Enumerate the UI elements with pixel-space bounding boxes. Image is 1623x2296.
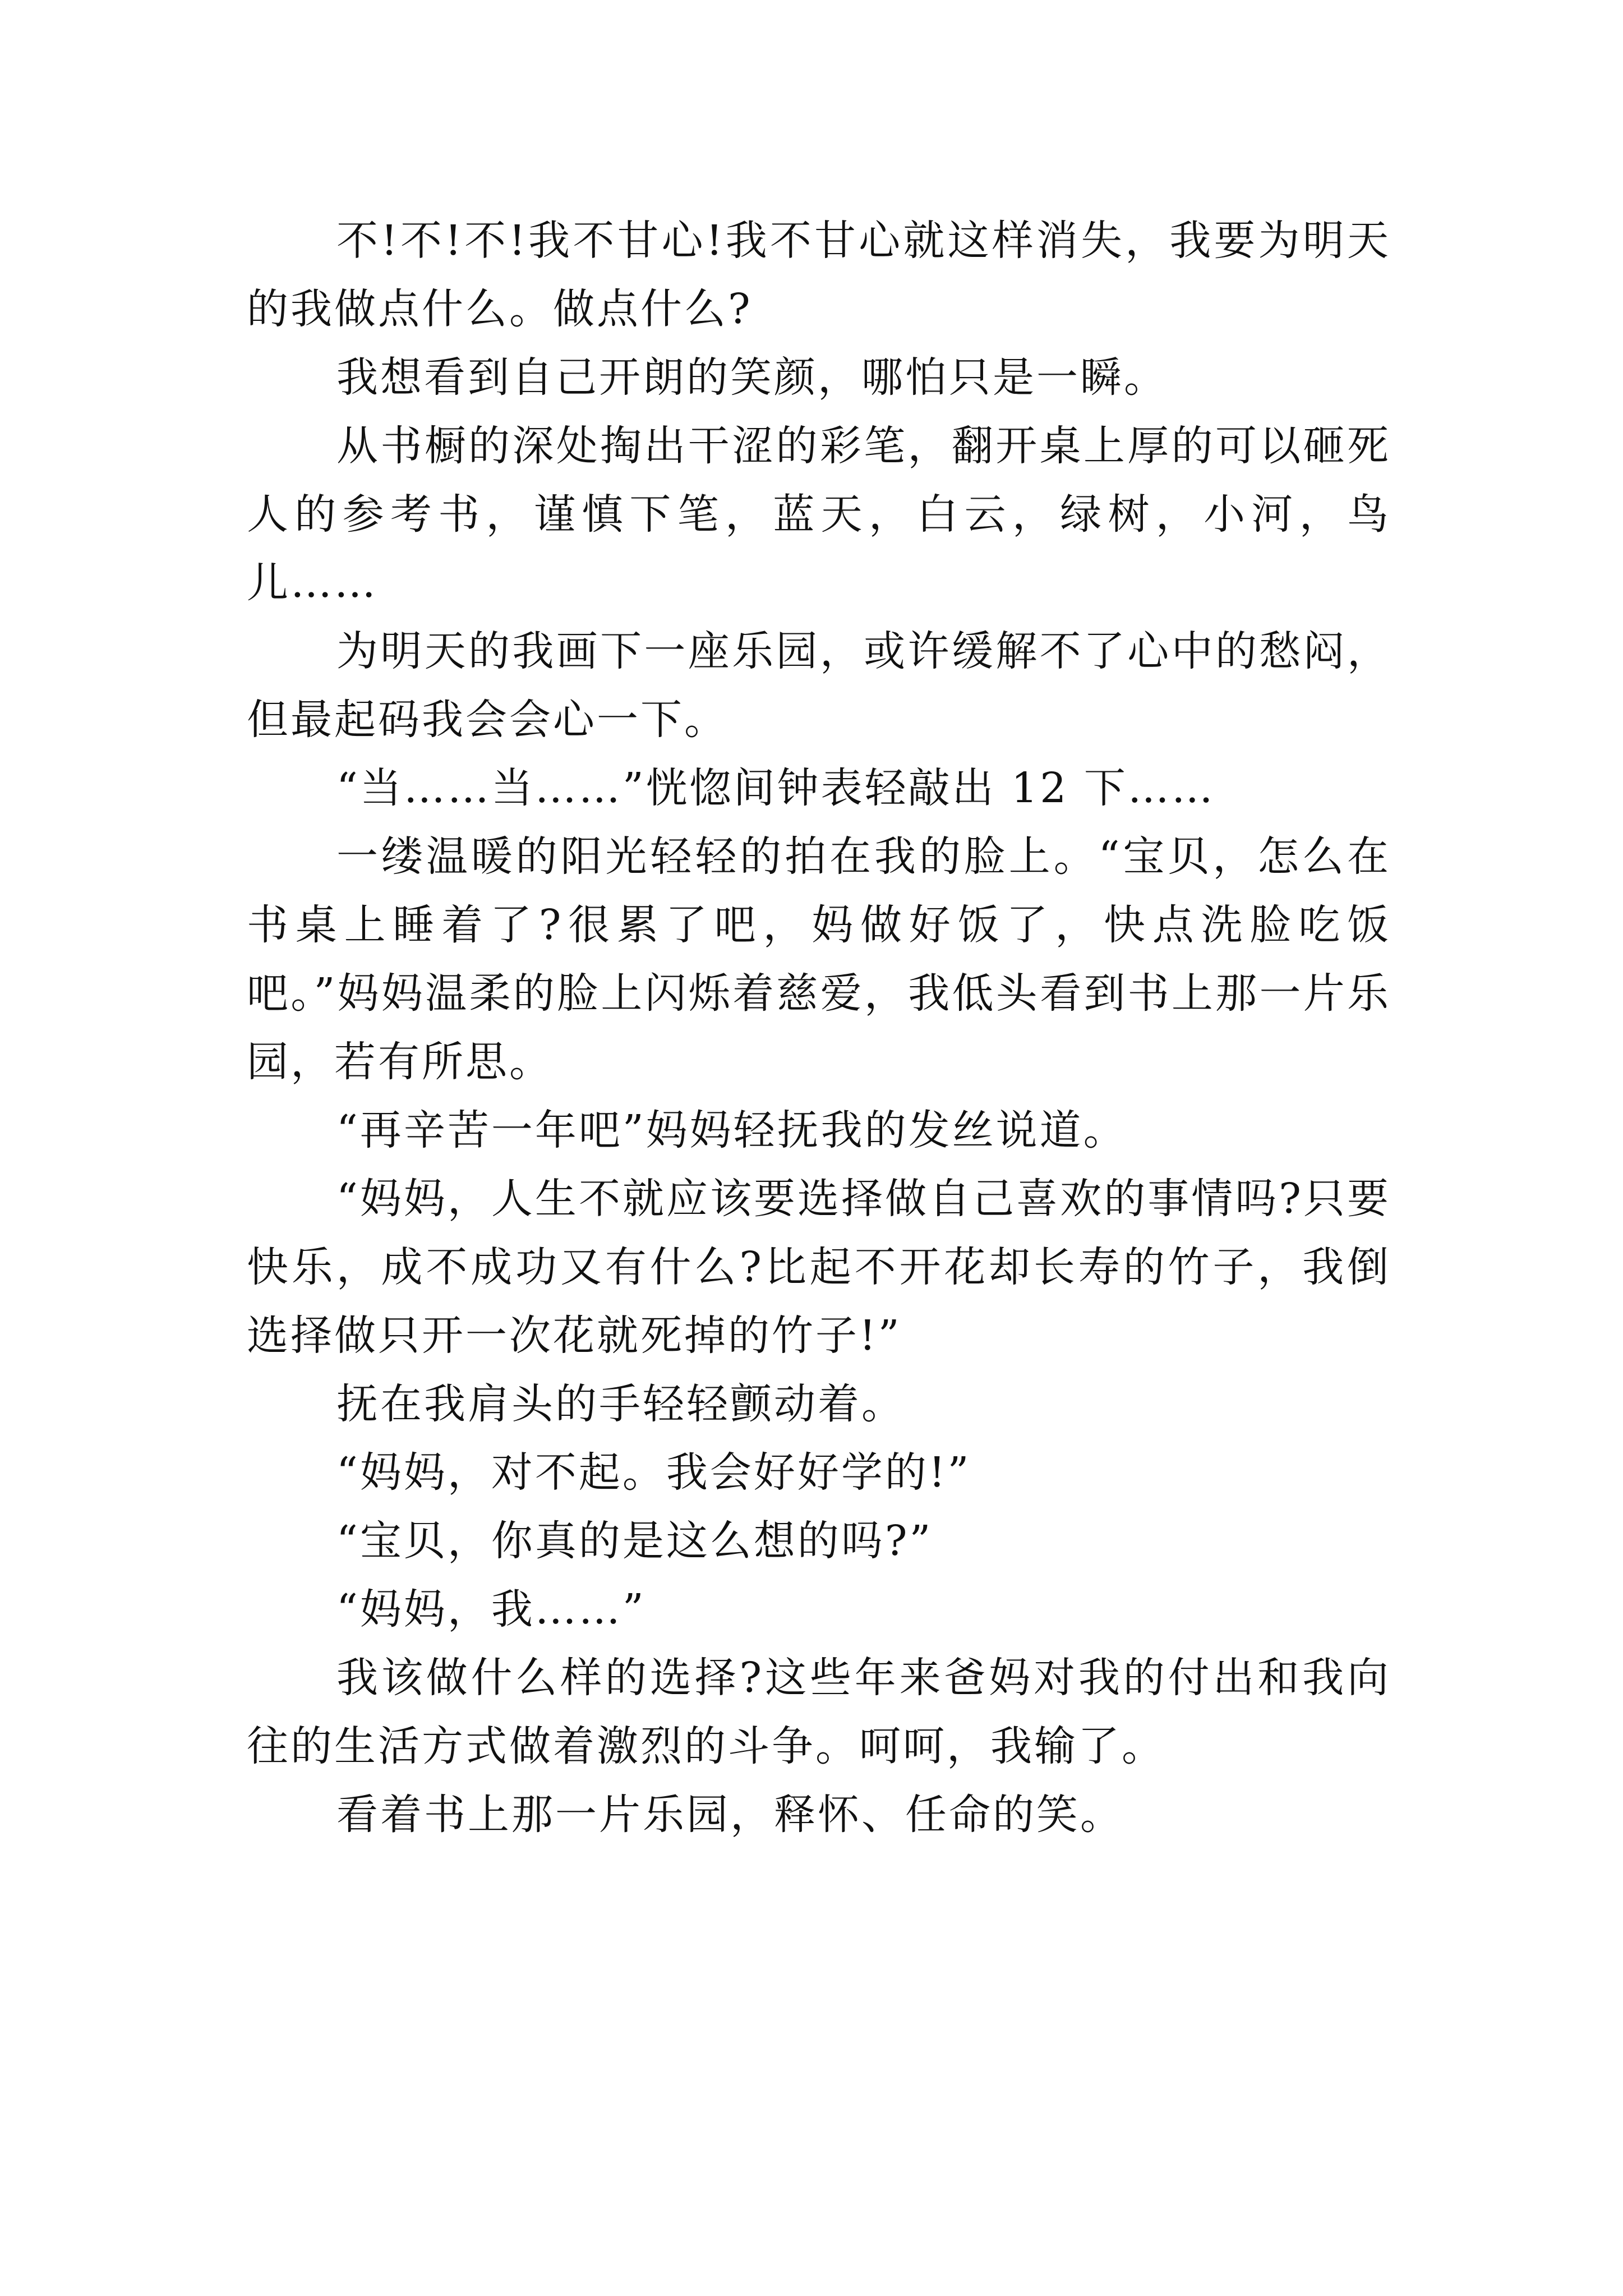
paragraph-14: 看着书上那一片乐园，释怀、任命的笑。 (336, 1791, 1124, 1839)
paragraph-7: “再辛苦一年吧”妈妈轻抚我的发丝说道。 (336, 1106, 1127, 1154)
paragraph-10: “妈妈，对不起。我会好好学的!” (336, 1448, 971, 1497)
paragraph-3: 从书橱的深处掏出干涩的彩笔，翻开桌上厚的可以砸死人的参考书，谨慎下笔，蓝天，白云，绿树，小河，鸟儿…… (247, 422, 1391, 607)
paragraph-13: 我该做什么样的选择?这些年来爸妈对我的付出和我向往的生活方式做着激烈的斗争。呵呵，我输了。 (247, 1654, 1391, 1770)
paragraph-5: “当……当……”恍惚间钟表轻敲出 12 下…… (336, 764, 1215, 812)
paragraph-8: “妈妈，人生不就应该要选择做自己喜欢的事情吗?只要快乐，成不成功又有什么?比起不开花却长寿的竹子，我倒选择做只开一次花就死掉的竹子!” (247, 1175, 1391, 1360)
paragraph-6: 一缕温暖的阳光轻轻的拍在我的脸上。“宝贝，怎么在书桌上睡着了?很累了吧，妈做好饭了，快点洗脸吃饭吧。”妈妈温柔的脸上闪烁着慈爱，我低头看到书上那一片乐园，若有所思。 (247, 832, 1391, 1086)
document-body (247, 206, 1391, 1849)
paragraph-1: 不!不!不!我不甘心!我不甘心就这样消失，我要为明天的我做点什么。做点什么? (247, 217, 1391, 333)
paragraph-4: 为明天的我画下一座乐园，或许缓解不了心中的愁闷，但最起码我会会心一下。 (247, 627, 1391, 744)
paragraph-11: “宝贝，你真的是这么想的吗?” (336, 1517, 933, 1565)
paragraph-12: “妈妈，我……” (336, 1585, 646, 1634)
paragraph-9: 抚在我肩头的手轻轻颤动着。 (336, 1380, 905, 1428)
paragraph-2: 我想看到自己开朗的笑颜，哪怕只是一瞬。 (336, 353, 1168, 402)
